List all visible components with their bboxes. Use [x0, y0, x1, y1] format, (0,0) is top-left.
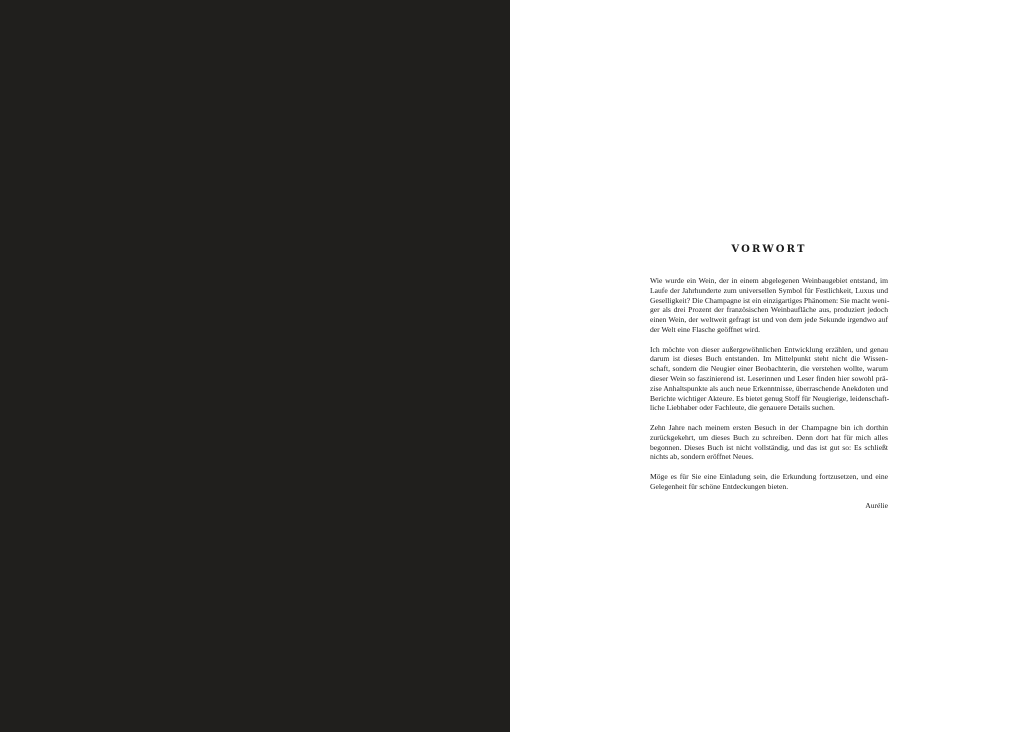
text-line: Berichte wichtiger Akteure. Es bietet genug Stoff für Neugierige, leidenschaft- — [650, 393, 890, 403]
text-line: zurückgekehrt, um dieses Buch zu schreiben. Denn dort hat für mich alles — [650, 432, 888, 442]
paragraph-2 — [650, 345, 888, 414]
text-line: nichts ab, sondern eröffnet Neues. — [650, 452, 754, 462]
text-line: einen Wein, der weltweit gefragt ist und von dem jede Sekunde irgendwo auf — [650, 315, 888, 325]
text-line: Zehn Jahre nach meinem ersten Besuch in der Champagne bin ich dorthin — [650, 422, 888, 432]
text-line: Gelegenheit für schöne Entdeckungen bieten. — [650, 481, 789, 491]
text-line: Wie wurde ein Wein, der in einem abgelegenen Weinbaugebiet entstand, im — [650, 276, 888, 285]
paragraph-1 — [650, 276, 888, 335]
text-line: der Welt eine Flasche geöffnet wird. — [650, 324, 761, 334]
text-line: Ich möchte von dieser außergewöhnlichen Entwicklung erzählen, und genau — [650, 344, 888, 354]
text-line: liche Liebhaber oder Fachleute, die genauere Details suchen. — [650, 403, 835, 413]
text-line: Geselligkeit? Die Champagne ist ein einzigartiges Phänomen: Sie macht weni- — [650, 295, 890, 305]
foreword-text — [650, 276, 888, 511]
page-title: VORWORT — [731, 244, 807, 255]
paragraph-3 — [650, 423, 888, 462]
text-line: Laufe der Jahrhunderte zum universellen Symbol für Festlichkeit, Luxus und — [650, 285, 888, 295]
text-line: dieser Wein so faszinierend ist. Leserinnen und Leser finden hier sowohl prä- — [650, 373, 888, 383]
paragraph-4 — [650, 472, 888, 492]
text-line: zise Anhaltspunkte als auch neue Erkenntnisse, überraschende Anekdoten und — [650, 383, 888, 393]
text-line: Möge es für Sie eine Einladung sein, die Erkundung fortzusetzen, und eine — [650, 471, 888, 481]
text-line: begonnen. Dieses Buch ist nicht vollständig, und das ist gut so: Es schließt — [650, 442, 888, 452]
text-line: schaft, sondern die Neugier einer Beobachterin, die verstehen wollte, warum — [650, 364, 888, 374]
text-line: ger als drei Prozent der französischen Weinbaufläche aus, produziert jedoch — [650, 305, 888, 315]
signature: Aurélie — [865, 501, 888, 511]
text-line: darum ist dieses Buch entstanden. Im Mittelpunkt steht nicht die Wissen- — [650, 354, 888, 364]
